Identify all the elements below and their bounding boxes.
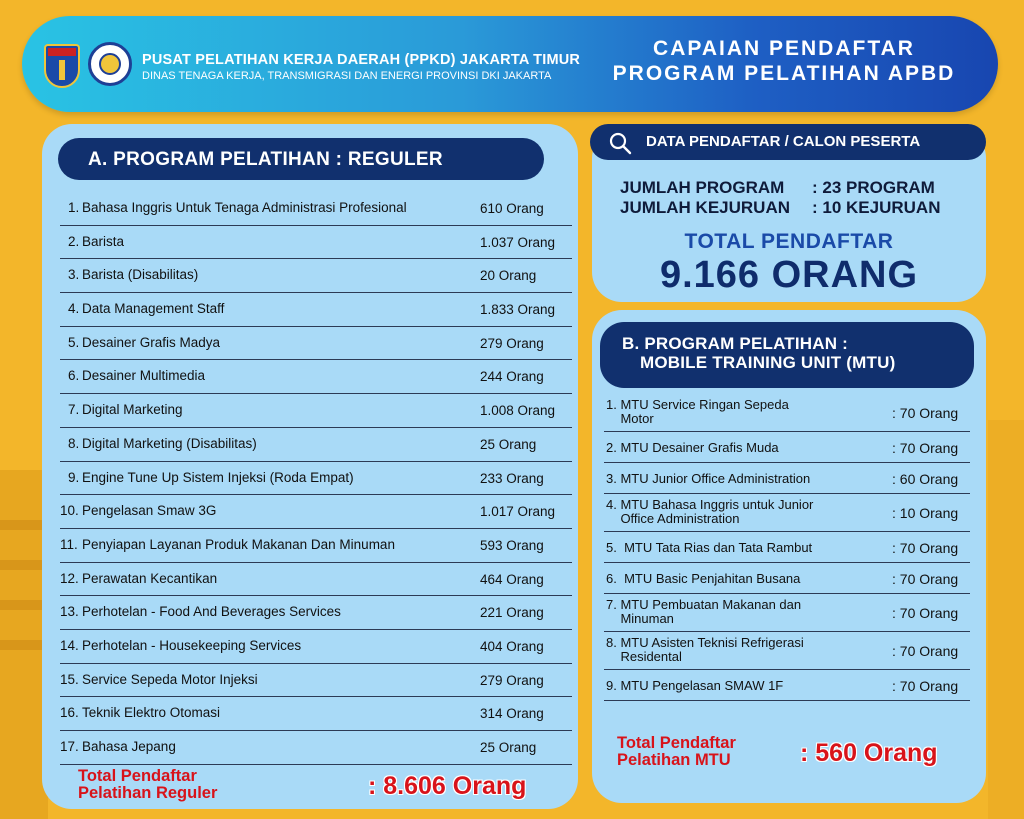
mtu-registrant-count: : 70 Orang [892,678,959,694]
mtu-title-line2: MOBILE TRAINING UNIT (MTU) [640,353,896,372]
regular-program-title: A. PROGRAM PELATIHAN : REGULER [58,138,544,180]
ppkd-logo-icon [88,42,132,86]
registrant-count: 1.037 Orang [480,234,556,250]
mtu-title-line1: B. PROGRAM PELATIHAN : [622,334,849,353]
regular-total-label [78,768,217,802]
program-name: Pengelasan Smaw 3G [82,503,217,519]
mtu-registrant-count: : 70 Orang [892,405,959,421]
registrant-count: 610 Orang [480,201,544,216]
regular-program-row [60,664,572,698]
page-title [584,36,984,86]
regular-program-row [60,462,572,496]
mtu-program-name-line1: 3. MTU Junior Office Administration [606,471,811,486]
registrant-count: 404 Orang [480,638,544,654]
mtu-program-title [600,322,974,388]
regular-program-row [60,563,572,597]
regular-program-row [60,327,572,361]
mtu-program-name-line1: 2. MTU Desainer Grafis Muda [606,440,779,455]
row-number: 16. [60,705,79,721]
mtu-program-row [604,563,970,594]
mtu-program-row [604,632,970,670]
row-number: 15. [60,671,79,687]
registrant-count: 25 Orang [480,740,537,755]
row-number: 11. [60,536,78,552]
mtu-program-name-line2: Motor [606,411,654,426]
mtu-registrant-count: : 70 Orang [892,643,959,659]
mtu-program-list [604,394,970,701]
registrant-count: 1.008 Orang [480,403,556,419]
dki-jakarta-logo-icon [44,44,80,88]
row-number: 5. [68,334,80,350]
registrant-count: 1.017 Orang [480,504,556,520]
regular-program-row [60,394,572,428]
row-number: 17. [60,739,79,754]
program-name: Bahasa Jepang [82,739,176,754]
mtu-program-name-line2: Minuman [606,611,674,626]
mtu-program-row [604,463,970,494]
regular-program-row [60,630,572,664]
mtu-total-label-line1: Total Pendaftar [617,734,736,752]
regular-program-row [60,360,572,394]
kejuruan-count-value: : 10 KEJURUAN [812,198,941,217]
registrant-count: 279 Orang [480,335,544,351]
regular-program-row [60,495,572,529]
regular-total-value: : 8.606 Orang [368,772,527,800]
regular-program-row [60,529,572,563]
summary-title: DATA PENDAFTAR / CALON PESERTA [590,124,986,160]
mtu-program-name [606,472,884,486]
mtu-program-name-line1: 4. MTU Bahasa Inggris untuk Junior [606,497,814,512]
mtu-registrant-count: : 70 Orang [892,571,959,587]
mtu-total-label [617,735,736,769]
mtu-program-name-line1: 7. MTU Pembuatan Makanan dan [606,597,802,612]
mtu-program-name [606,441,884,455]
mtu-registrant-count: : 70 Orang [892,605,959,621]
mtu-program-row [604,670,970,701]
regular-program-row [60,293,572,327]
mtu-program-name-line1: 9. MTU Pengelasan SMAW 1F [606,678,784,693]
mtu-program-name [606,572,884,586]
mtu-program-row [604,532,970,563]
mtu-program-name [606,598,884,626]
program-name: Perhotelan - Food And Beverages Services [82,604,341,620]
mtu-program-name [606,679,884,693]
mtu-program-name [606,498,884,526]
registrant-count: 314 Orang [480,706,544,722]
program-name: Digital Marketing (Disabilitas) [82,435,257,451]
mtu-registrant-count: : 10 Orang [892,505,959,521]
program-name: Data Management Staff [82,301,225,317]
mtu-total-label-line2: Pelatihan MTU [617,751,731,769]
program-name: Perawatan Kecantikan [82,570,218,586]
mtu-total-value: : 560 Orang [800,739,938,767]
mtu-program-name-line2: Office Administration [606,511,740,526]
program-name: Perhotelan - Housekeeping Services [82,637,302,653]
mtu-program-name [606,398,884,426]
registrant-count: 244 Orang [480,369,544,385]
mtu-program-row [604,594,970,632]
regular-program-list [60,192,572,765]
mtu-registrant-count: : 70 Orang [892,440,959,456]
kejuruan-count-label: JUMLAH KEJURUAN [620,198,791,217]
page-title-line1: CAPAIAN PENDAFTAR [653,37,915,60]
row-number: 1. [68,200,80,215]
mtu-program-row [604,394,970,432]
grand-total-label: TOTAL PENDAFTAR [684,230,894,253]
program-name: Barista (Disabilitas) [82,267,199,283]
row-number: 6. [68,368,80,384]
regular-total-label-line1: Total Pendaftar [78,767,197,785]
registrant-count: 233 Orang [480,470,544,486]
row-number: 14. [60,637,79,653]
mtu-program-name-line1: 1. MTU Service Ringan Sepeda [606,397,789,412]
row-number: 12. [60,570,79,586]
row-number: 13. [60,604,79,620]
mtu-program-name-line2: Residental [606,649,682,664]
regular-program-row [60,226,572,260]
regular-program-row [60,192,572,226]
program-name: Engine Tune Up Sistem Injeksi (Roda Empat) [82,469,354,485]
regular-program-row [60,428,572,462]
org-subtitle: DINAS TENAGA KERJA, TRANSMIGRASI DAN ENERGI PROVINSI DKI JAKARTA [142,70,552,82]
row-number: 8. [68,435,80,451]
mtu-registrant-count: : 70 Orang [892,540,959,556]
registrant-count: 1.833 Orang [480,302,556,318]
row-number: 10. [60,503,79,519]
org-title: PUSAT PELATIHAN KERJA DAERAH (PPKD) JAKARTA TIMUR [142,52,581,68]
mtu-program-row [604,432,970,463]
row-number: 2. [68,233,80,249]
page-title-line2: PROGRAM PELATIHAN APBD [612,62,956,85]
program-name: Penyiapan Layanan Produk Makanan Dan Minuman [82,536,395,552]
registrant-count: 20 Orang [480,268,537,284]
search-icon [608,131,632,155]
program-name: Service Sepeda Motor Injeksi [82,671,258,687]
program-name: Desainer Grafis Madya [82,334,221,350]
mtu-program-name [606,636,884,664]
program-count-value: : 23 PROGRAM [812,178,935,197]
mtu-program-name-line1: 8. MTU Asisten Teknisi Refrigerasi [606,635,804,650]
regular-program-row [60,731,572,765]
background-tools-decoration [988,420,1024,819]
mtu-program-name-line1: 6. MTU Basic Penjahitan Busana [606,571,801,586]
registrant-count: 25 Orang [480,436,537,452]
regular-program-row [60,259,572,293]
row-number: 3. [68,267,80,283]
program-name: Digital Marketing [82,402,183,418]
summary-stats [620,178,960,218]
mtu-registrant-count: : 60 Orang [892,471,959,487]
row-number: 9. [68,469,80,485]
registrant-count: 279 Orang [480,672,544,688]
row-number: 4. [68,301,80,317]
program-count-row [620,178,960,198]
program-name: Teknik Elektro Otomasi [82,705,221,721]
program-name: Desainer Multimedia [82,368,206,384]
row-number: 7. [68,402,80,418]
program-count-label: JUMLAH PROGRAM [620,178,785,197]
program-name: Barista [82,233,125,249]
program-name: Bahasa Inggris Untuk Tenaga Administrasi Profesional [82,200,407,215]
registrant-count: 593 Orang [480,537,544,553]
registrant-count: 221 Orang [480,605,544,621]
mtu-program-name [606,541,884,555]
registrant-count: 464 Orang [480,571,544,587]
mtu-program-row [604,494,970,532]
regular-program-row [60,596,572,630]
kejuruan-count-row [620,198,960,218]
regular-total-label-line2: Pelatihan Reguler [78,784,218,802]
mtu-program-name-line1: 5. MTU Tata Rias dan Tata Rambut [606,540,813,555]
grand-total-value: 9.166 ORANG [659,254,919,296]
regular-program-row [60,697,572,731]
